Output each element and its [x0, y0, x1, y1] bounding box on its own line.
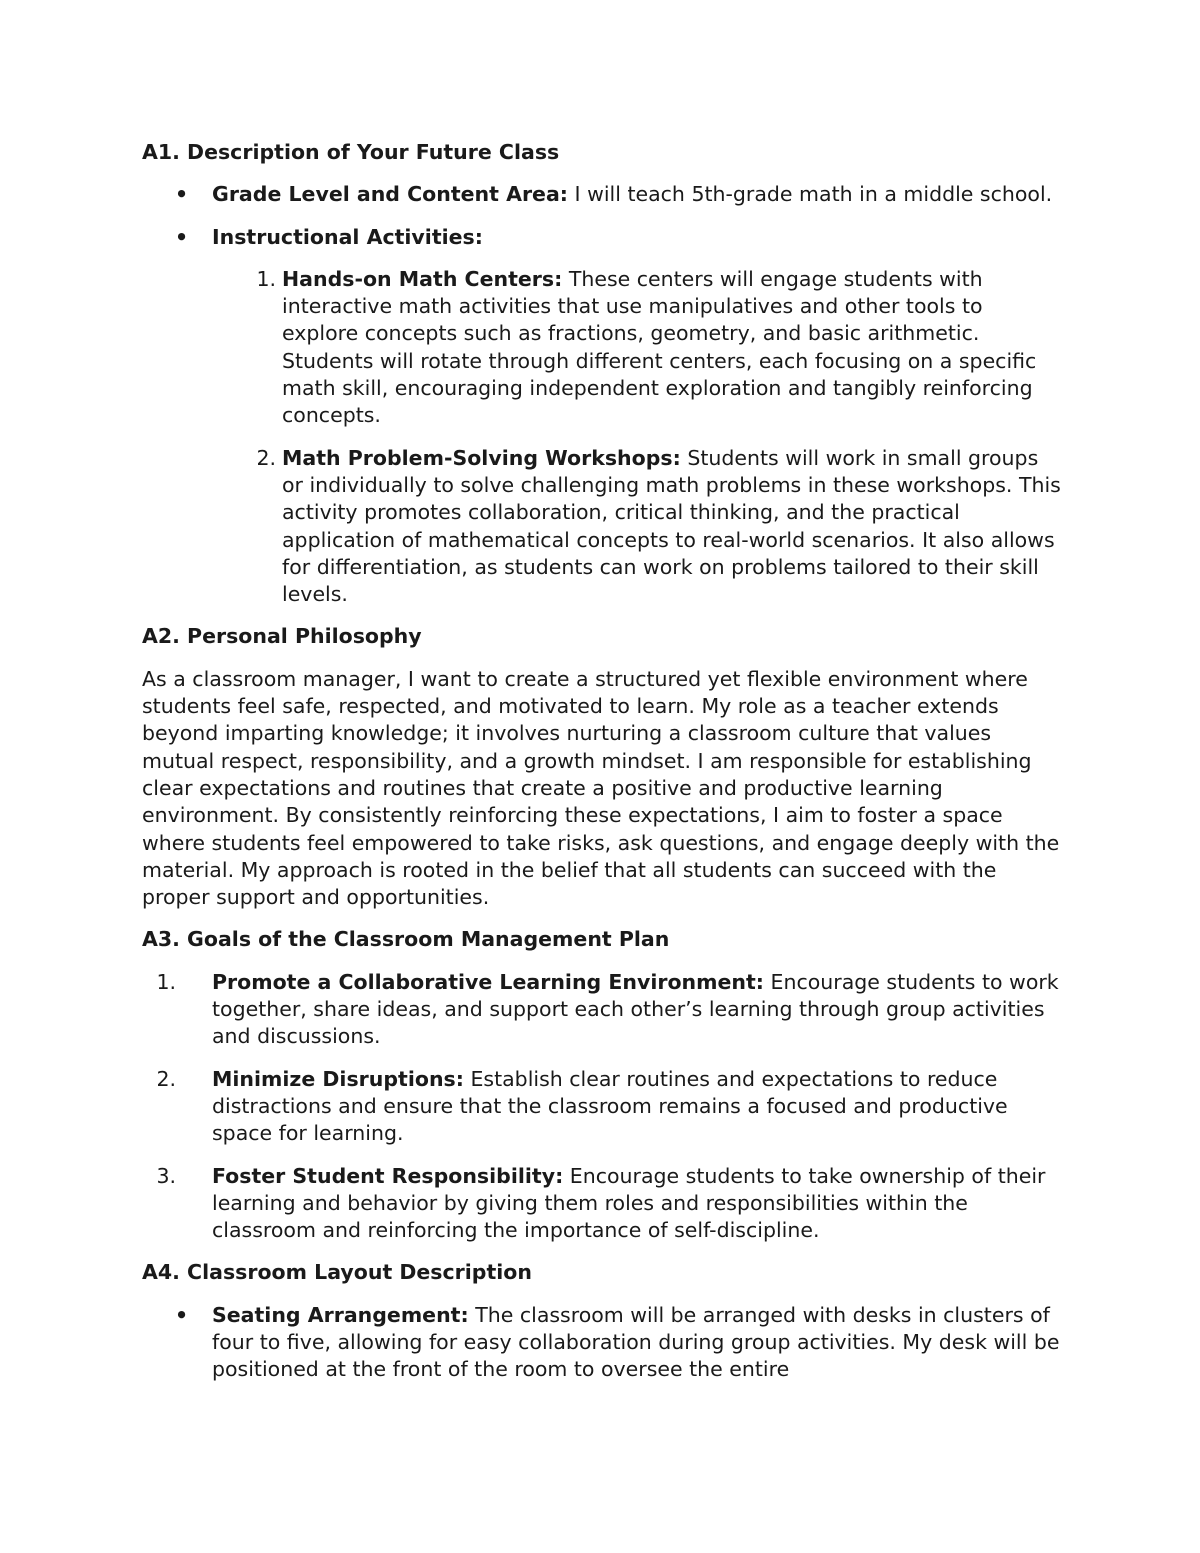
item-number: 2. [156, 1066, 176, 1091]
bullet-marker: • [175, 1302, 189, 1327]
philosophy-paragraph: As a classroom manager, I want to create a structured yet flexible environment where students feel safe, respected, and motivated to learn. My role as a teacher extends beyond imparting knowledge; it involves nurturing a classroom culture that values mutual respect, responsibility, and a growth mindset. I am responsible for establishing clear expectations and routines that create a positive and productive learning environment. By consistently reinforcing these expectations, I aim to foster a space where students feel empowered to take risks, ask questions, and engage deeply with the material. My approach is rooted in the belief that all students can succeed with the proper support and opportunities. [142, 666, 1060, 910]
item-label: Grade Level and Content Area: [212, 182, 568, 207]
item-label: Seating Arrangement: [212, 1302, 469, 1327]
list-item [212, 266, 1062, 430]
document-page [142, 139, 1062, 1399]
section-a3-heading: A3. Goals of the Classroom Management Plan [142, 927, 670, 952]
item-text: These centers will engage students with interactive math activities that use manipulatives and other tools to explore concepts such as fractions, geometry, and basic arithmetic. Students will rotate through different centers, each focusing on a specific math skill, encouraging independent exploration and tangibly reinforcing concepts. [282, 266, 1037, 428]
item-text: Students will work in small groups or individually to solve challenging math problems in these workshops. This activity promotes collaboration, critical thinking, and the practical application of mathematical concepts to real-world scenarios. It also allows for differentiation, as students can work on problems tailored to their skill levels. [282, 445, 1061, 607]
item-label: Minimize Disruptions: [212, 1066, 464, 1091]
list-item [142, 181, 1062, 208]
item-number: 3. [156, 1163, 176, 1188]
activities-list [212, 266, 1062, 609]
list-item [212, 445, 1062, 609]
list-item [142, 969, 1062, 1051]
bullet-marker: • [175, 182, 189, 207]
item-number: 1. [256, 266, 276, 291]
list-item [142, 224, 1062, 609]
item-label: Promote a Collaborative Learning Environment: [212, 969, 764, 994]
bullet-marker: • [175, 224, 189, 249]
item-text: Encourage students to work together, share ideas, and support each other’s learning through group activities and discussions. [212, 969, 1059, 1049]
item-number: 1. [156, 969, 176, 994]
item-text: Encourage students to take ownership of their learning and behavior by giving them roles and responsibilities within the classroom and reinforcing the importance of self-discipline. [212, 1163, 1046, 1243]
item-label: Math Problem-Solving Workshops: [282, 445, 681, 470]
a4-bullet-list [142, 1302, 1062, 1384]
section-a1-heading: A1. Description of Your Future Class [142, 140, 560, 164]
item-text: I will teach 5th-grade math in a middle school. [568, 182, 1053, 207]
list-item [142, 1163, 1062, 1245]
goals-list [142, 969, 1062, 1245]
list-item [142, 1066, 1062, 1148]
section-a4-heading: A4. Classroom Layout Description [142, 1260, 532, 1285]
list-item [142, 1302, 1062, 1384]
item-number: 2. [256, 445, 276, 470]
a1-bullet-list [142, 181, 1062, 608]
item-text: The classroom will be arranged with desks in clusters of four to five, allowing for easy collaboration during group activities. My desk will be positioned at the front of the room to oversee the entire [212, 1302, 1060, 1382]
item-text: Establish clear routines and expectations to reduce distractions and ensure that the classroom remains a focused and productive space for learning. [212, 1066, 1008, 1146]
item-label: Foster Student Responsibility: [212, 1163, 564, 1188]
item-label: Instructional Activities: [212, 224, 483, 249]
item-label: Hands-on Math Centers: [282, 266, 563, 291]
section-a2-heading: A2. Personal Philosophy [142, 624, 422, 649]
